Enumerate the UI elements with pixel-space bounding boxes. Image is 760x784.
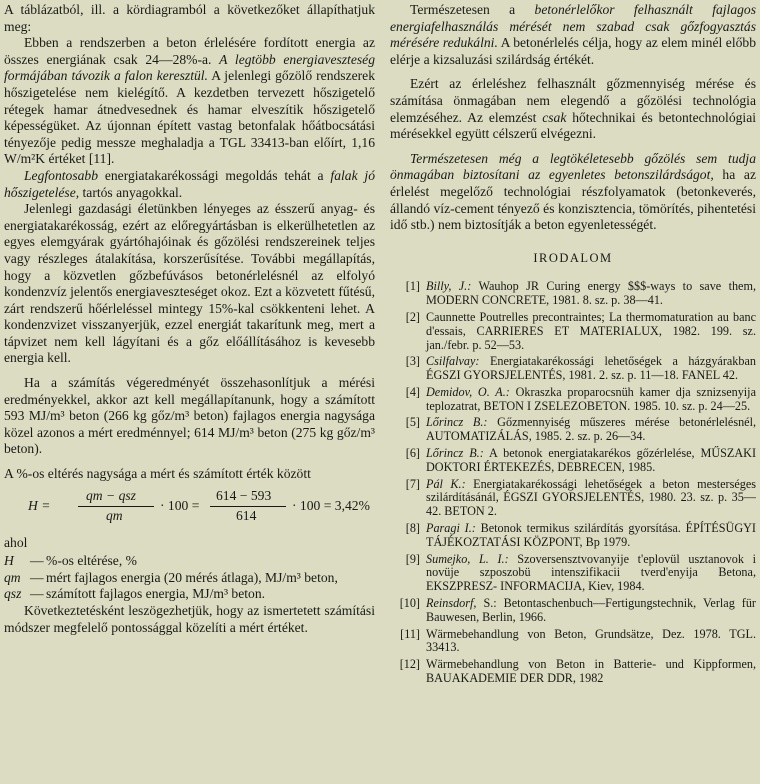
- reference-author: Pál K.:: [426, 476, 466, 491]
- fraction-bar: [78, 506, 154, 507]
- formula-lhs: H =: [28, 497, 51, 513]
- reference-item: [390, 416, 756, 444]
- reference-number: [10]: [399, 596, 420, 611]
- paragraph-measurement: [390, 2, 756, 68]
- reference-body: Betonok termikus szilárdítás gyorsítása. ÉPÍTÉSÜGYI TÁJÉKOZTATÁSI KÖZPONT, Bp 1979.: [426, 521, 756, 549]
- formula-numerator-1: qm − qsz: [86, 487, 136, 503]
- definition-text: %-os eltérése, %: [46, 553, 137, 569]
- definition-dash: —: [30, 586, 44, 602]
- reference-text: [426, 478, 756, 519]
- text-segment: A jelenlegi gőzölő rendszerek hőszigetelése nem kielégítő. A kezdetben tervezett hőszigetelő rétegek hamar átnedvesednek és hamar elveszítik hőszigetelő képességüket. Az újonnan épített vastag betonfalak hőátbocsátási tényezője pedig messze meghaladja a TGL 33413-ban előírt, 1,16 W/m²K értéket [11].: [4, 68, 376, 167]
- reference-item: [390, 522, 756, 550]
- definition-symbol: qsz: [4, 586, 22, 602]
- text-segment: Természetesen a: [410, 2, 535, 17]
- reference-author: Billy, J.:: [426, 279, 472, 294]
- reference-text: [426, 658, 756, 686]
- text-segment: A betonérlelés célja, hogy az elem minél előbb elérje a kizsaluzási szilárdság értékét.: [390, 35, 756, 67]
- reference-author: Demidov, O. A.:: [426, 384, 510, 399]
- fraction-bar: [210, 506, 286, 507]
- emphasis-text: Természetesen még a legtökéletesebb gőzölés sem tudja önmagában biztosítani az egyenletes betonszilárdságot,: [390, 150, 756, 183]
- text-segment: hőtechnikai és betontechnológiai mérésekkel együtt célszerű elvégezni.: [390, 109, 756, 142]
- reference-text: [426, 553, 756, 594]
- reference-number: [12]: [399, 657, 420, 672]
- formula-result: · 100 = 3,42%: [292, 497, 370, 513]
- symbol-definitions: [4, 553, 375, 603]
- reference-item: [390, 553, 756, 594]
- reference-number: [7]: [405, 476, 420, 491]
- formula-middle: · 100 =: [160, 497, 200, 513]
- reference-author: Paragi I.:: [426, 521, 476, 536]
- reference-list: [390, 280, 756, 686]
- paragraph-uniformity: [390, 151, 756, 234]
- reference-author: Sumejko, L. I.:: [426, 551, 509, 566]
- definition-dash: —: [30, 569, 44, 585]
- ahol-label: ahol: [4, 534, 28, 550]
- left-column: [4, 2, 375, 636]
- definition-text: mért fajlagos energia (20 mérés átlaga), MJ/m³ beton,: [46, 569, 338, 585]
- reference-text: [426, 628, 756, 656]
- reference-item: [390, 478, 756, 519]
- text-segment: ha az érlelést megelőző technológiai részfolyamatok (betonkeverés, állandó víz-cement tényező és konzisztencia, tömörítés, pihentetési idő stb.) nem biztosítják a beton egyenletességét.: [390, 167, 756, 233]
- paragraph-analysis: [390, 76, 756, 142]
- reference-number: [5]: [405, 415, 420, 430]
- reference-item: [390, 597, 756, 625]
- reference-author: Lőrincz B.:: [426, 446, 484, 461]
- reference-number: [3]: [405, 354, 420, 369]
- reference-item: [390, 355, 756, 383]
- deviation-formula: [4, 485, 375, 529]
- reference-item: [390, 311, 756, 352]
- reference-body: Caunnette Poutrelles precontraintes; La thermomaturation au banc d'essais, CARRIERES ET MATERIALUX, 1982. 199. sz. jan./febr. p. 52—53.: [426, 309, 756, 352]
- text-segment: Ebben a rendszerben a beton érlelésére fordított energia az összes energiának csak 24—28%-a.: [4, 35, 375, 67]
- reference-text: [426, 386, 756, 414]
- emphasis-text: Legfontosabb: [24, 167, 99, 183]
- definition-text: számított fajlagos energia, MJ/m³ beton.: [46, 586, 266, 602]
- paragraph-deviation: A %-os eltérés nagysága a mért és számított érték között: [4, 466, 311, 482]
- reference-text: [426, 597, 756, 625]
- reference-body: Okraszka proparocsnüh kamer dja sznizsenyija teplozatrat, BETON I ZSELEZOBETON. 1985. 10. sz. p. 24—25.: [426, 384, 756, 413]
- reference-author: Lőrincz B.:: [426, 415, 488, 430]
- reference-item: [390, 386, 756, 414]
- paragraph-most-important: [4, 168, 375, 201]
- definition-dash: —: [30, 553, 44, 569]
- reference-item: [390, 447, 756, 475]
- emphasis-text: csak: [542, 109, 567, 125]
- reference-body: A betonok energiatakarékos gőzérlelése, MŰSZAKI DOKTORI ÉRTEKEZÉS, DEBRECEN, 1985.: [426, 446, 757, 474]
- definition-symbol: qm: [4, 569, 21, 585]
- reference-number: [9]: [405, 551, 420, 566]
- reference-text: [426, 447, 756, 475]
- definition-item: [4, 586, 375, 603]
- reference-number: [4]: [405, 384, 420, 399]
- reference-text: [426, 280, 756, 308]
- definition-symbol: H: [4, 553, 14, 569]
- reference-text: [426, 355, 756, 383]
- reference-number: [1]: [405, 279, 420, 294]
- paragraph-conclusion: Következtetésként leszögezhetjük, hogy az ismertetett számítási módszer megfelelő pontossággal közelíti a mért értéket.: [4, 603, 375, 635]
- reference-number: [8]: [405, 521, 420, 536]
- reference-body: Energiatakarékossági lehetőségek a házgyárakban ÉGSZI GYORSJELENTÉS, 1981. 2. sz. p. 11—18. FANEL 42.: [426, 354, 756, 383]
- reference-author: Reinsdorf,: [426, 596, 477, 611]
- reference-author: Csilfalvay:: [426, 354, 480, 369]
- formula-denominator-2: 614: [236, 507, 257, 523]
- paragraph-energy-loss: [4, 35, 375, 168]
- emphasis-text: betonérlelőkor felhasznált fajlagos energiafelhasználás mérését nem szabad csak gőzfogyasztás mérésére redukálni.: [390, 2, 756, 51]
- text-segment: tartós anyagokkal.: [79, 184, 183, 200]
- reference-item: [390, 658, 756, 686]
- emphasis-text: falak jó hőszigetelése,: [4, 167, 375, 200]
- reference-body: Gőzmennyiség műszeres mérése betonérlelésnél, AUTOMATIZÁLÁS, 1985. 2. sz. p. 26—34.: [426, 415, 756, 444]
- formula-numerator-2: 614 − 593: [216, 487, 272, 503]
- reference-item: [390, 280, 756, 308]
- paragraph-intro: A táblázatból, ill. a kördiagramból a következőket állapíthatjuk meg:: [4, 2, 375, 34]
- reference-text: [426, 416, 756, 444]
- paragraph-economy: Jelenlegi gazdasági életünkben lényeges az ésszerű anyag- és energiatakarékosság, ezért az előregyártásban is elkerülhetetlen az egyes elemgyárak gyártóhajóinak és gőzölési rendszereinek teljes vagy részleges átalakítása, korszerűsítése. További megállapítás, hogy a közvetlen gőzbefúvásos betonérlelésnél az elfolyó kondenzvíz jelentős energiaveszteséget okoz. Ezt a közvetett fűtésű, zárt rendszerű hőérleléssel mintegy 15%-kal csökkenteni lehet. A kondenzvizet visszanyerjük, ezzel energiát takarítunk meg, mert a tápvizet nem kell lágyítani és a gőz előállításához is kevesebb energia kell.: [4, 201, 375, 366]
- formula-denominator-1: qm: [106, 507, 123, 523]
- reference-number: [6]: [405, 446, 420, 461]
- definition-item: [4, 553, 375, 570]
- definition-item: [4, 570, 375, 587]
- reference-body: Energiatakarékossági lehetőségek a beton mesterséges szilárdításánál, ÉGSZI GYORSJELENTÉS, 1980. 23. sz. p. 35—42. BETON 2.: [426, 476, 756, 519]
- reference-number: [11]: [400, 626, 420, 641]
- reference-body: Wauhop JR Curing energy $$$-ways to save them, MODERN CONCRETE, 1981. 8. sz. p. 38—41.: [426, 279, 756, 308]
- reference-body: S.: Betontaschenbuch—Fertigungstechnik, Verlag für Bauwesen, Berlin, 1966.: [426, 596, 756, 624]
- reference-item: [390, 628, 756, 656]
- reference-text: [426, 311, 756, 352]
- reference-body: Szoversensztvovanyije t'eplovül usztanovok i novüje szposzobü intenszifikacii tverd'enyija Betona, EKSZPRESZ- INFORMACIJA, Kiev, 1984.: [426, 551, 756, 594]
- text-segment: Ezért az érleléshez felhasznált gőzmennyiség mérése és számítása önmagában nem elegendő a gőzölési technológia elemzéséhez. Az elemzést: [390, 76, 756, 125]
- references-heading: IRODALOM: [533, 250, 613, 265]
- text-segment: energiatakarékossági megoldás tehát a: [98, 167, 331, 183]
- reference-body: Wärmebehandlung von Beton, Grundsätze, Dez. 1978. TGL. 33413.: [426, 626, 756, 655]
- reference-text: [426, 522, 756, 550]
- reference-number: [2]: [405, 309, 420, 324]
- emphasis-text: A legtöbb energiaveszteség formájában távozik a falon keresztül.: [4, 51, 375, 84]
- right-column: [390, 2, 756, 689]
- paragraph-comparison: Ha a számítás végeredményét összehasonlítjuk a mérési eredményekkel, akkor azt kell megállapítanunk, hogy a számított 593 MJ/m³ beton (266 kg gőz/m³ beton) fajlagos energia nagysága közel azonos a mért eredménnyel; 614 MJ/m³ beton (275 kg gőz/m³ beton).: [4, 375, 375, 457]
- reference-body: Wärmebehandlung von Beton in Batterie- und Kippformen, BAUAKADEMIE DER DDR, 1982: [426, 657, 756, 686]
